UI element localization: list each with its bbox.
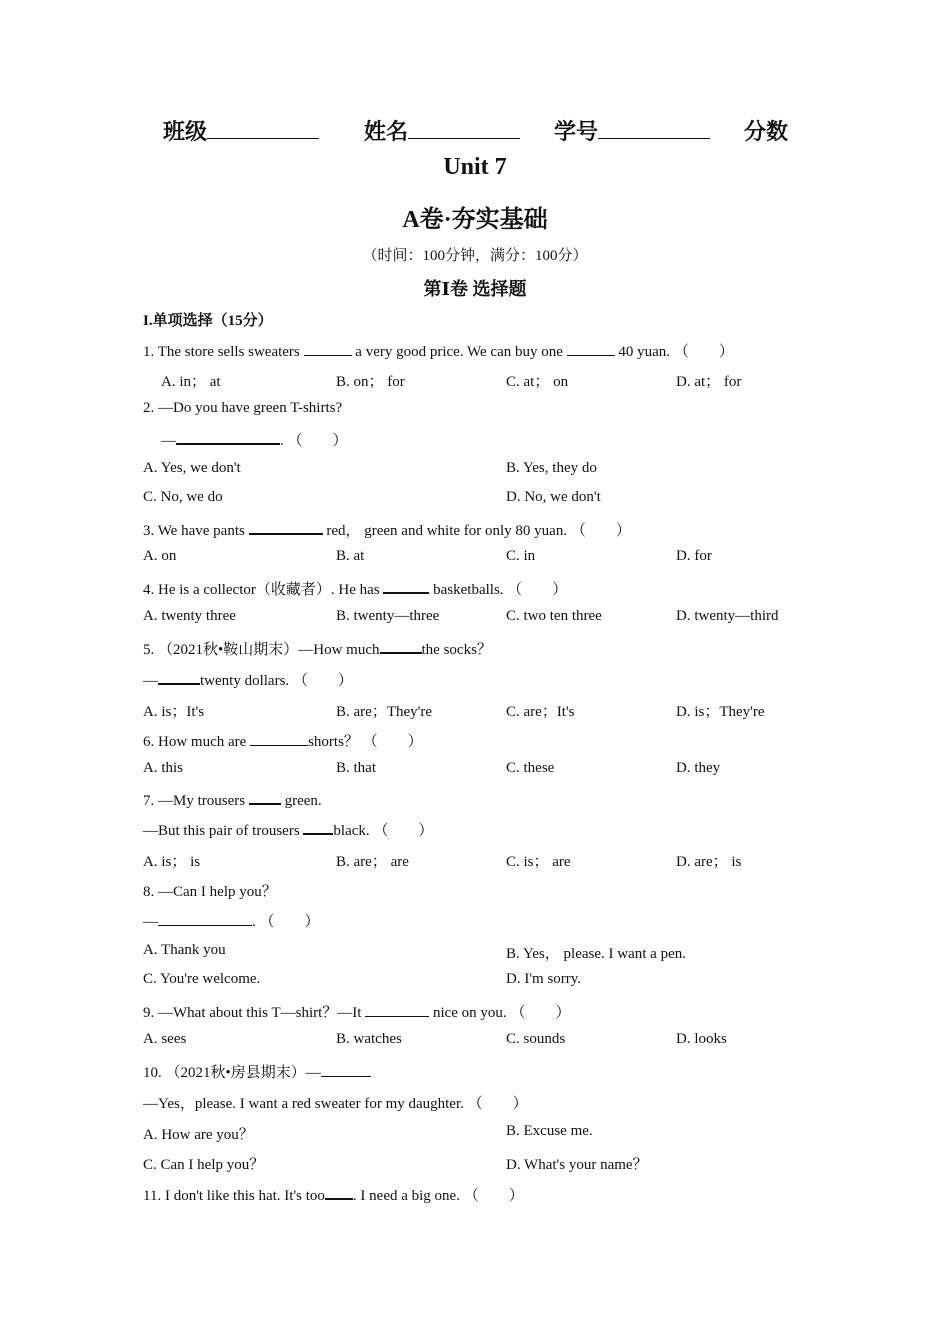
question-5-stem: 5. （2021秋•鞍山期末）—How much the socks？ [143, 638, 492, 659]
id-field [554, 115, 710, 146]
class-field [163, 115, 319, 146]
q9-option-d[interactable]: D. looks [676, 1031, 727, 1047]
question-6-stem: 6. How much are shorts？ （ ） [143, 730, 423, 751]
name-field [364, 115, 520, 146]
question-2-stem: 2. —Do you have green T-shirts? [143, 400, 343, 416]
answer-paren[interactable]: （ ） [673, 344, 734, 360]
q1-option-b[interactable]: B. on； for [336, 374, 405, 390]
q9-blank[interactable] [365, 1002, 429, 1017]
question-11-stem: 11. I don't like this hat. It's too . I need a big one. （ ） [143, 1184, 524, 1205]
question-10-second-line: —Yes，please. I want a red sweater for my daughter. （ ） [143, 1096, 528, 1112]
answer-paren[interactable]: （ ） [362, 734, 423, 750]
q3-blank[interactable] [249, 519, 323, 535]
q3-option-c[interactable]: C. in [506, 548, 536, 564]
q2-option-d[interactable]: D. No, we don't [506, 489, 601, 505]
q6-option-a[interactable]: A. this [143, 760, 184, 776]
q8-option-c[interactable]: C. You're welcome. [143, 971, 261, 987]
answer-paren[interactable]: （ ） [570, 523, 631, 539]
time-note: （时间：100分钟，满分：100分） [362, 248, 588, 264]
q5-blank-2[interactable] [158, 669, 200, 685]
q2-blank[interactable] [176, 429, 280, 445]
q3-option-b[interactable]: B. at [336, 548, 365, 564]
q1-option-d[interactable]: D. at； for [676, 374, 742, 390]
q8-blank[interactable] [158, 911, 252, 926]
question-2-answer-line: — . （ ） [161, 429, 348, 450]
q6-option-d[interactable]: D. they [676, 760, 721, 776]
section-title: 第Ⅰ卷 选择题 [423, 279, 527, 299]
q4-option-c[interactable]: C. two ten three [506, 608, 602, 624]
q3-option-a[interactable]: A. on [143, 548, 177, 564]
question-8-answer-line: — . （ ） [143, 910, 320, 931]
id-label: 学号 [554, 119, 599, 144]
q7-blank-1[interactable] [249, 789, 281, 805]
class-blank[interactable] [207, 124, 319, 139]
q1-option-a[interactable]: A. in； at [161, 374, 221, 390]
part-title: I.单项选择（15分） [143, 313, 273, 329]
q2-option-b[interactable]: B. Yes, they do [506, 460, 597, 476]
q10-option-d[interactable]: D. What's your name？ [506, 1157, 648, 1173]
q3-option-d[interactable]: D. for [676, 548, 712, 564]
question-7-second-line: —But this pair of trousers black. （ ） [143, 819, 433, 840]
q11-blank[interactable] [325, 1184, 353, 1200]
question-5-answer-line: — twenty dollars. （ ） [143, 669, 353, 690]
q4-option-b[interactable]: B. twenty—three [336, 608, 440, 624]
name-blank[interactable] [408, 124, 520, 139]
question-10-stem: 10. （2021秋•房县期末）— [143, 1061, 371, 1082]
answer-paren[interactable]: （ ） [292, 673, 353, 689]
q9-option-a[interactable]: A. sees [143, 1031, 187, 1047]
answer-paren[interactable]: （ ） [463, 1188, 524, 1204]
q7-option-d[interactable]: D. are； is [676, 854, 742, 870]
q5-option-b[interactable]: B. are；They're [336, 704, 432, 720]
q8-option-b[interactable]: B. Yes， please. I want a pen. [506, 946, 686, 962]
paper-subtitle: A卷·夯实基础 [402, 207, 548, 233]
q9-option-b[interactable]: B. watches [336, 1031, 402, 1047]
q1-blank-2[interactable] [567, 341, 615, 356]
q4-option-a[interactable]: A. twenty three [143, 608, 236, 624]
q5-option-a[interactable]: A. is；It's [143, 704, 205, 720]
name-label: 姓名 [364, 119, 409, 144]
q10-option-c[interactable]: C. Can I help you？ [143, 1157, 265, 1173]
q10-blank[interactable] [321, 1062, 371, 1077]
question-7-stem: 7. —My trousers green. [143, 789, 322, 810]
q6-option-c[interactable]: C. these [506, 760, 555, 776]
q7-blank-2[interactable] [303, 819, 333, 835]
answer-paren[interactable]: （ ） [259, 914, 320, 930]
question-4-stem: 4. He is a collector（收藏者）. He has basketballs. （ ） [143, 578, 567, 599]
answer-paren[interactable]: （ ） [510, 1005, 571, 1021]
q1-blank-1[interactable] [304, 341, 352, 356]
q4-option-d[interactable]: D. twenty—third [676, 608, 779, 624]
q5-option-c[interactable]: C. are；It's [506, 704, 575, 720]
question-1-stem: 1. The store sells sweaters a very good price. We can buy one 40 yuan. （ ） [143, 340, 734, 361]
question-3-stem: 3. We have pants red， green and white for only 80 yuan. （ ） [143, 519, 631, 540]
question-8-stem: 8. —Can I help you？ [143, 884, 277, 900]
q10-option-a[interactable]: A. How are you？ [143, 1127, 254, 1143]
id-blank[interactable] [598, 124, 710, 139]
answer-paren[interactable]: （ ） [373, 823, 434, 839]
unit-title: Unit 7 [443, 154, 507, 180]
answer-paren[interactable]: （ ） [507, 582, 568, 598]
q8-option-d[interactable]: D. I'm sorry. [506, 971, 582, 987]
score-label: 分数 [744, 119, 789, 144]
question-9-stem: 9. —What about this T—shirt？—It nice on you. （ ） [143, 1001, 570, 1022]
q6-option-b[interactable]: B. that [336, 760, 376, 776]
score-field [744, 115, 788, 146]
answer-paren[interactable]: （ ） [467, 1096, 528, 1112]
q7-option-b[interactable]: B. are； are [336, 854, 409, 870]
q5-blank-1[interactable] [380, 638, 422, 654]
class-label: 班级 [163, 119, 208, 144]
q7-option-a[interactable]: A. is； is [143, 854, 201, 870]
q7-option-c[interactable]: C. is； are [506, 854, 571, 870]
q1-option-c[interactable]: C. at； on [506, 374, 569, 390]
q2-option-c[interactable]: C. No, we do [143, 489, 223, 505]
q8-option-a[interactable]: A. Thank you [143, 942, 226, 958]
q2-option-a[interactable]: A. Yes, we don't [143, 460, 241, 476]
q9-option-c[interactable]: C. sounds [506, 1031, 566, 1047]
q5-option-d[interactable]: D. is；They're [676, 704, 765, 720]
q10-option-b[interactable]: B. Excuse me. [506, 1123, 593, 1139]
answer-paren[interactable]: （ ） [287, 433, 348, 449]
q4-blank[interactable] [383, 578, 429, 594]
q6-blank[interactable] [250, 731, 308, 746]
